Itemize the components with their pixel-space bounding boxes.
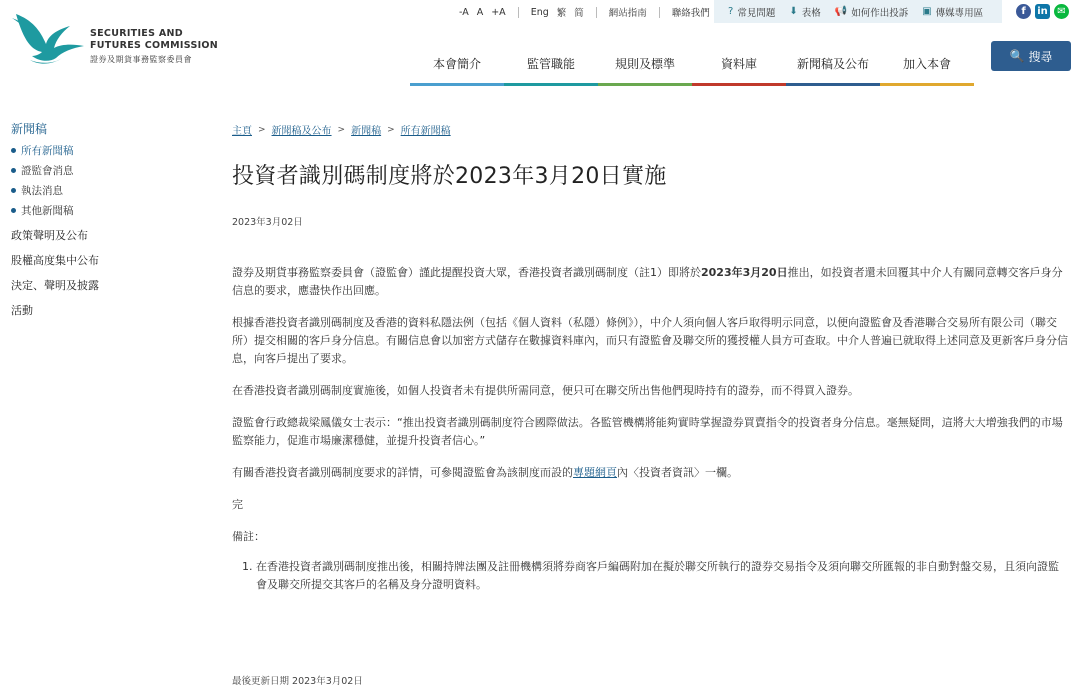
complaint-link[interactable] xyxy=(835,5,908,19)
sidebar-sub-all[interactable] xyxy=(11,143,211,158)
lang-tc-link[interactable]: 繁 xyxy=(556,8,567,19)
nav-about[interactable]: 本會簡介 xyxy=(410,44,504,86)
forms-label: 表格 xyxy=(801,7,821,19)
divider xyxy=(596,7,597,18)
end-marker: 完 xyxy=(232,498,243,511)
complaint-label: 如何作出投訴 xyxy=(851,7,909,19)
sidebar xyxy=(11,120,211,318)
p1-text-a: 證券及期貨事務監察委員會（證監會）謹此提醒投資大眾，香港投資者識別碼制度（註1）即將於 xyxy=(232,266,701,279)
lang-en-link[interactable]: Eng xyxy=(530,6,549,18)
wechat-icon[interactable]: ✉ xyxy=(1054,4,1069,19)
nav-rules[interactable]: 規則及標準 xyxy=(598,44,692,86)
quick-links-bar xyxy=(714,0,1002,23)
sidebar-heading-press-releases[interactable]: 新聞稿 xyxy=(11,122,48,136)
lang-sc-link[interactable]: 简 xyxy=(574,8,584,19)
paragraph-3: 在香港投資者識別碼制度實施後，如個人投資者未有提供所需同意，便只可在聯交所出售他們現時持有的證券，而不得買入證券。 xyxy=(232,384,859,397)
contact-link[interactable]: 聯絡我們 xyxy=(671,8,710,19)
megaphone-icon: 📢 xyxy=(834,6,848,17)
media-link[interactable] xyxy=(922,5,983,19)
logo-en-line2: FUTURES COMMISSION xyxy=(90,40,219,51)
sidebar-item-concentration[interactable]: 股權高度集中公布 xyxy=(11,254,99,267)
sidebar-item-policy[interactable]: 政策聲明及公布 xyxy=(11,229,88,242)
sidebar-item-events[interactable]: 活動 xyxy=(11,304,33,317)
divider xyxy=(518,7,519,18)
p1-text-b: 推出，如投資者還未回覆其中介人有關同意轉交客戶身分信息的要求，應盡快作出回應。 xyxy=(232,266,1063,297)
sidebar-sub-label: 其他新聞稿 xyxy=(21,205,74,217)
divider xyxy=(659,7,660,18)
note-item: 1. 在香港投資者識別碼制度推出後，相關持牌法團及註冊機構須將券商客戶編碼附加在擬於聯交所執行的證券交易指令及須向聯交所匯報的非自動對盤交易，且須向證監會及聯交所提交其客戶的名稱及身分證明資料。 xyxy=(256,558,1068,594)
linkedin-icon[interactable]: in xyxy=(1035,4,1050,19)
main-content xyxy=(232,122,1068,594)
bird-logo-icon xyxy=(10,12,86,64)
search-icon: 🔍 xyxy=(1009,49,1025,63)
chevron-right-icon: > xyxy=(387,124,395,135)
chevron-right-icon: > xyxy=(258,124,266,135)
breadcrumb-home[interactable]: 主頁 xyxy=(232,126,252,137)
breadcrumb-news-publications[interactable]: 新聞稿及公布 xyxy=(271,126,332,137)
font-large-button[interactable]: +A xyxy=(491,6,506,18)
notes-label: 備註： xyxy=(232,530,265,543)
sidebar-sub-label: 執法消息 xyxy=(21,185,63,197)
faq-label: 常見問題 xyxy=(737,7,776,19)
nav-news[interactable]: 新聞稿及公布 xyxy=(786,44,880,86)
paragraph-2: 根據香港投資者識別碼制度及香港的資料私隱法例（包括《個人資料（私隱）條例》），中介人須向個人客戶取得明示同意，以便向證監會及香港聯合交易所有限公司（聯交所）提交相關的客戶身分信息。有關信息會以加密方式儲存在數據資料庫內，而只有證監會及聯交所的獲授權人員方可查取。中介人普遍已就取得上述同意及更新客戶身分信息，向客戶提出了要求。 xyxy=(232,316,1068,365)
sidebar-sub-other[interactable] xyxy=(11,203,211,218)
nav-regulatory[interactable]: 監管職能 xyxy=(504,44,598,86)
breadcrumb-all-press-releases[interactable]: 所有新聞稿 xyxy=(400,126,451,137)
page-title: 投資者識別碼制度將於2023年3月20日實施 xyxy=(232,164,667,189)
p5-text-b: 內〈投資者資訊〉一欄。 xyxy=(617,466,738,479)
sidebar-sub-sfc-news[interactable] xyxy=(11,163,211,178)
logo-zh: 證券及期貨事務監察委員會 xyxy=(90,55,192,64)
question-icon: ? xyxy=(728,6,734,17)
download-icon: ⬇ xyxy=(789,6,798,17)
breadcrumb xyxy=(232,122,1068,137)
sidebar-sub-label: 證監會消息 xyxy=(21,165,74,177)
bullet-icon xyxy=(11,148,16,153)
last-updated: 最後更新日期 2023年3月02日 xyxy=(232,676,363,687)
p1-bold-date: 2023年3月20日 xyxy=(701,266,788,279)
paragraph-5 xyxy=(232,464,1068,482)
media-label: 傳媒專用區 xyxy=(935,7,984,19)
publish-date: 2023年3月02日 xyxy=(232,217,303,228)
forms-link[interactable] xyxy=(789,5,820,19)
sidebar-item-decisions[interactable]: 決定、聲明及披露 xyxy=(11,279,99,292)
bullet-icon xyxy=(11,168,16,173)
sfc-logo[interactable] xyxy=(10,10,218,65)
faq-link[interactable] xyxy=(728,5,775,19)
logo-en-line1: SECURITIES AND xyxy=(90,28,183,39)
search-label: 搜尋 xyxy=(1028,49,1053,64)
search-button[interactable] xyxy=(991,41,1071,71)
chevron-right-icon: > xyxy=(337,124,346,135)
sidebar-sub-label: 所有新聞稿 xyxy=(21,145,74,157)
main-nav xyxy=(410,44,974,86)
thematic-page-link[interactable]: 專題網頁 xyxy=(573,466,617,479)
facebook-icon[interactable]: f xyxy=(1016,4,1031,19)
paragraph-4: 證監會行政總裁梁鳳儀女士表示：“推出投資者識別碼制度符合國際做法。各監管機構將能夠實時掌握證券買賣指令的投資者身分信息。毫無疑問，這將大大增強我們的市場監察能力，促進市場廉潔穩健，並提升投資者信心。” xyxy=(232,416,1063,447)
notes-list xyxy=(232,558,1068,594)
bullet-icon xyxy=(11,208,16,213)
nav-database[interactable]: 資料庫 xyxy=(692,44,786,86)
sitemap-link[interactable]: 網站指南 xyxy=(608,8,647,19)
font-medium-button[interactable]: A xyxy=(476,6,484,18)
breadcrumb-press-releases[interactable]: 新聞稿 xyxy=(351,126,382,137)
paragraph-1 xyxy=(232,264,1068,300)
utility-bar xyxy=(455,0,714,24)
image-icon: ▣ xyxy=(922,6,932,17)
social-links xyxy=(1016,4,1069,19)
font-small-button[interactable]: -A xyxy=(459,6,469,18)
bullet-icon xyxy=(11,188,16,193)
sidebar-sub-enforcement[interactable] xyxy=(11,183,211,198)
nav-careers[interactable]: 加入本會 xyxy=(880,44,974,86)
p5-text-a: 有關香港投資者識別碼制度要求的詳情，可參閱證監會為該制度而設的 xyxy=(232,466,573,479)
